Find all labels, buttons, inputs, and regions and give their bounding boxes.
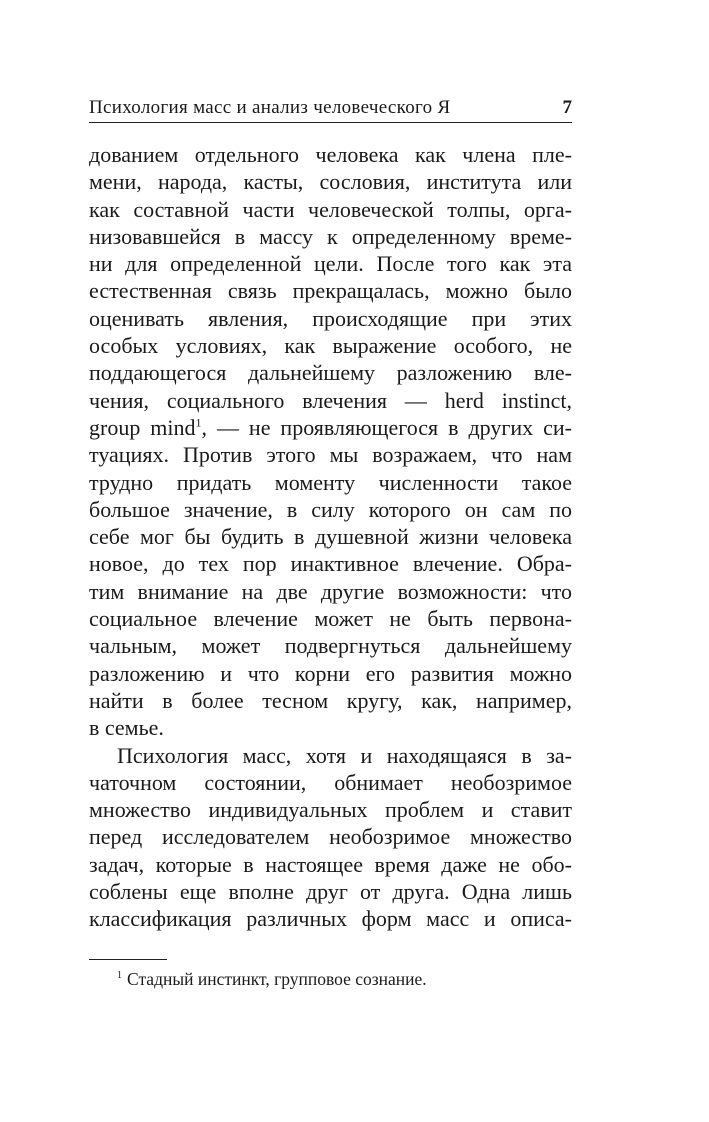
text-line: разложению и что корни его развития можно — [89, 660, 572, 686]
text-line: поддающегося дальнейшему разложению вле- — [89, 360, 572, 386]
text-line: туациях. Против этого мы возражаем, что нам — [89, 442, 572, 468]
text-line: социальное влечение может не быть первона- — [89, 606, 572, 632]
page-number: 7 — [562, 97, 572, 118]
text-line: особых условиях, как выражение особого, не — [89, 333, 572, 359]
footnote-divider — [89, 959, 167, 960]
text-line: множество индивидуальных проблем и ставит — [89, 797, 572, 823]
running-header — [89, 97, 572, 123]
text-line: Психология масс, хотя и находящаяся в за- — [117, 742, 572, 768]
footnote-mark: 1 — [117, 970, 122, 982]
text-line: тим внимание на две другие возможности: что — [89, 578, 572, 604]
text-line: оценивать явления, происходящие при этих — [89, 305, 572, 331]
text-line: низовавшейся в массу к определенному време- — [89, 223, 572, 249]
main-text — [89, 141, 572, 933]
text-line-with-footnote — [89, 414, 572, 441]
text-line: как составной части человеческой толпы, орга- — [89, 196, 572, 222]
text-line: задач, которые в настоящее время даже не обо- — [89, 851, 572, 877]
text-line: дованием отдельного человека как члена пле- — [89, 142, 572, 167]
text-line: перед исследователем необозримое множество — [89, 824, 572, 850]
text-line: найти в более тесном кругу, как, например, — [89, 687, 572, 713]
text-line: мени, народа, касты, сословия, института или — [89, 169, 572, 195]
footnote-text: Стадный инстинкт, групповое сознание. — [127, 969, 427, 989]
text-line: классификация различных форм масс и описа- — [89, 906, 572, 932]
text-line: чаточном состоянии, обнимает необозримое — [89, 769, 572, 795]
footnote-reference[interactable]: 1 — [195, 415, 202, 430]
header-title: Психология масс и анализ человеческого Я — [89, 97, 451, 118]
text-line: естественная связь прекращалась, можно было — [89, 278, 572, 304]
text-line: трудно придать моменту численности такое — [89, 469, 572, 495]
text-line: большое значение, в силу которого он сам по — [89, 496, 572, 522]
text-line: себе мог бы будить в душевной жизни человека — [89, 524, 572, 550]
text-line: чения, социального влечения — herd instinct, — [89, 387, 572, 413]
text-fragment: , — не проявляющегося в других си- — [201, 414, 572, 440]
text-line: в семье. — [89, 715, 164, 741]
footnote — [117, 969, 427, 990]
text-line: чальным, может подвергнуться дальнейшему — [89, 633, 572, 659]
text-line: соблены еще вполне друг от друга. Одна лишь — [89, 879, 572, 905]
text-line: новое, до тех пор инактивное влечение. Обра- — [89, 551, 572, 577]
text-fragment: group mind — [89, 414, 196, 440]
text-line: ни для определенной цели. После того как эта — [89, 251, 572, 277]
